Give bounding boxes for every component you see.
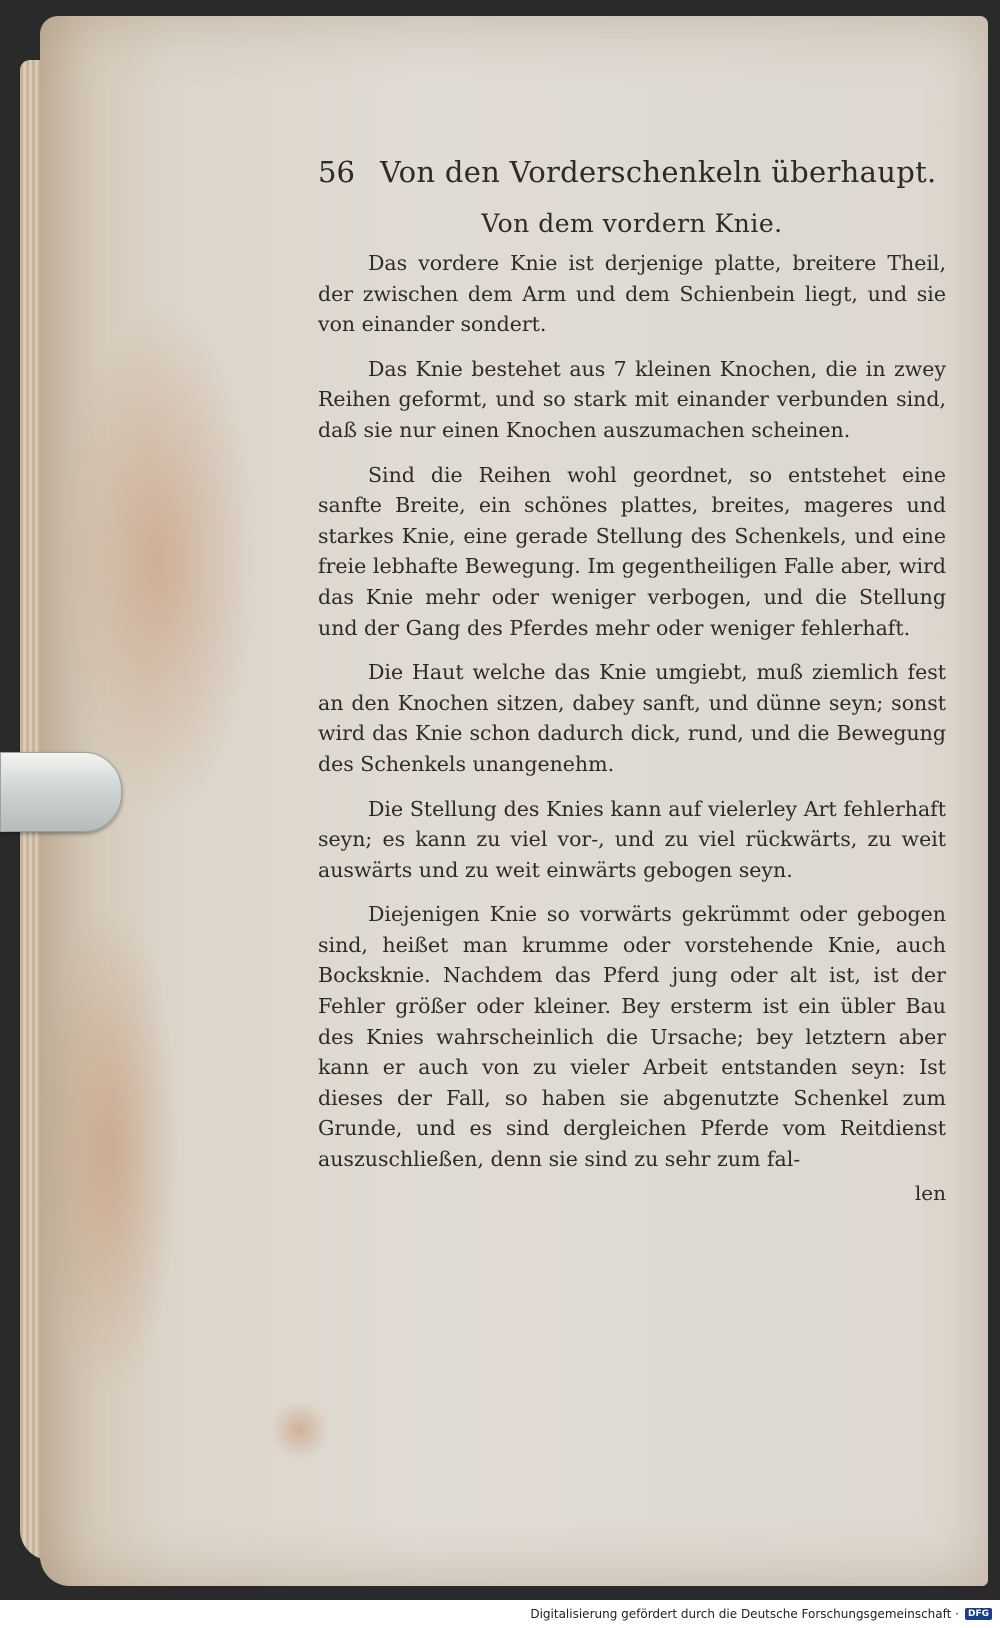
stain xyxy=(270,1400,330,1460)
running-head xyxy=(318,155,946,201)
dfg-logo-icon: DFG xyxy=(965,1608,992,1620)
page-text xyxy=(318,155,946,1205)
paragraph: Sind die Reihen wohl geordnet, so entstehet eine sanfte Breite, ein schönes plattes, breites, mageres und starkes Knie, eine gerade Stellung des Schenkels, und eine freie lebhafte Bewegung. Im gegentheiligen Falle aber, wird das Knie mehr oder weniger verbogen, und die Stellung und der Gang des Pferdes mehr oder weniger fehlerhaft. xyxy=(318,462,946,640)
paragraph: Diejenigen Knie so vorwärts gekrümmt oder gebogen sind, heißet man krumme oder vorstehende Knie, auch Bocksknie. Nachdem das Pferd jung oder alt ist, ist der Fehler größer oder kleiner. Bey ersterm ist ein übler Bau des Knies wahrscheinlich die Ursache; bey letztern aber kann er auch von zu vieler Arbeit entstanden seyn: Ist dieses der Fall, so haben sie abgenutzte Schenkel zum Grunde, und es sind dergleichen Pferde vom Reitdienst auszuschließen, denn sie sind zu sehr zum fal- xyxy=(318,902,946,1172)
stain xyxy=(60,300,260,820)
running-title: Von den Vorderschenkeln überhaupt. xyxy=(380,155,937,189)
footer-credit: Digitalisierung gefördert durch die Deutsche Forschungsgemeinschaft · xyxy=(530,1607,959,1621)
page-clip xyxy=(0,752,122,832)
paragraph: Die Haut welche das Knie umgiebt, muß ziemlich fest an den Knochen sitzen, dabey sanft, und dünne seyn; sonst wird das Knie schon dadurch dick, rund, und die Bewegung des Schenkels unangenehm. xyxy=(318,660,946,776)
page-number: 56 xyxy=(318,155,355,189)
catchword: len xyxy=(914,1180,946,1205)
paragraph: Das Knie bestehet aus 7 kleinen Knochen, die in zwey Reihen geformt, und so stark mit einander verbunden sind, daß sie nur einen Knochen auszumachen scheinen. xyxy=(318,356,946,442)
paragraph: Die Stellung des Knies kann auf vielerley Art fehlerhaft seyn; es kann zu viel vor-, und zu viel rückwärts, zu weit auswärts und zu weit einwärts gebogen seyn. xyxy=(318,796,946,882)
paragraph: Das vordere Knie ist derjenige platte, breitere Theil, der zwischen dem Arm und dem Schienbein liegt, und sie von einander sondert. xyxy=(318,251,946,337)
digitization-footer xyxy=(0,1600,1000,1628)
section-heading: Von dem vordern Knie. xyxy=(481,209,783,238)
stain xyxy=(40,900,180,1400)
